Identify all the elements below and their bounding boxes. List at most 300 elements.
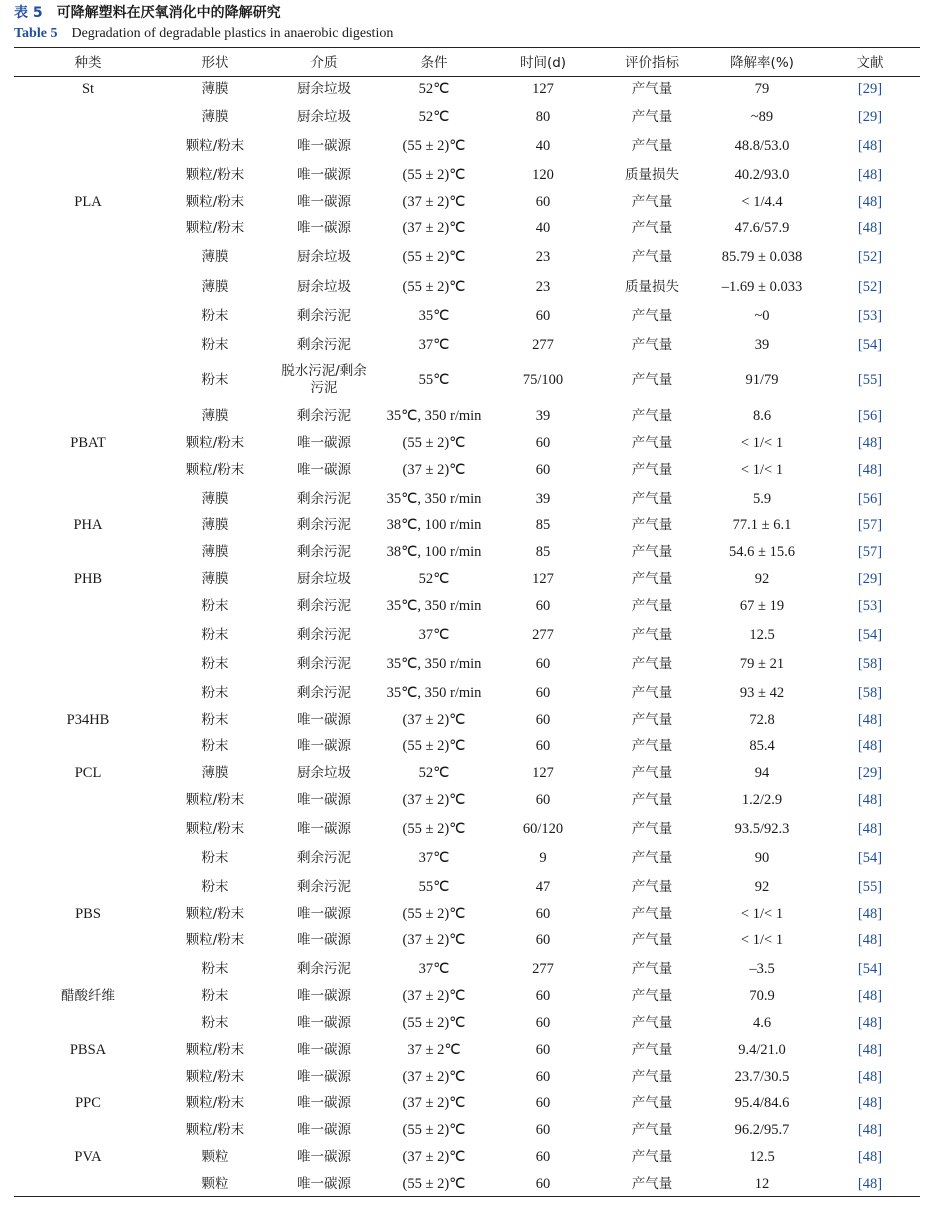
index-cell: 产气量 xyxy=(631,220,673,236)
header-condition: 条件 xyxy=(420,55,448,71)
medium-cell: 厨余垃圾 xyxy=(297,81,351,97)
shape-cell: 颗粒/粉末 xyxy=(185,1042,245,1058)
ref-cell[interactable]: [48] xyxy=(857,220,883,236)
shape-cell: 粉末 xyxy=(201,961,229,977)
ref-cell[interactable]: [29] xyxy=(857,109,883,125)
type-cell: PHB xyxy=(73,571,103,587)
shape-cell: 薄膜 xyxy=(201,408,229,424)
time-cell: 40 xyxy=(535,138,551,154)
table-bottom-rule xyxy=(14,1196,920,1197)
index-cell: 产气量 xyxy=(631,194,673,210)
condition-cell: 35℃, 350 r/min xyxy=(386,491,482,507)
condition-cell: (37 ± 2)℃ xyxy=(402,220,466,236)
caption-en-label: Table 5 xyxy=(14,26,58,41)
ref-cell[interactable]: [48] xyxy=(857,821,883,837)
ref-cell[interactable]: [53] xyxy=(857,598,883,614)
rate-cell: 12 xyxy=(754,1176,770,1192)
time-cell: 60 xyxy=(535,1122,551,1138)
condition-cell: (37 ± 2)℃ xyxy=(402,932,466,948)
index-cell: 产气量 xyxy=(631,337,673,353)
medium-cell: 厨余垃圾 xyxy=(297,765,351,781)
caption-en-title: Degradation of degradable plastics in anaerobic digestion xyxy=(71,26,394,41)
ref-cell[interactable]: [48] xyxy=(857,167,883,183)
index-cell: 质量损失 xyxy=(625,167,679,183)
rate-cell: 70.9 xyxy=(749,988,775,1004)
rate-cell: 90 xyxy=(754,850,770,866)
condition-cell: 37℃ xyxy=(418,337,450,353)
ref-cell[interactable]: [48] xyxy=(857,988,883,1004)
medium-cell: 唯一碳源 xyxy=(297,1149,351,1165)
index-cell: 产气量 xyxy=(631,598,673,614)
ref-cell[interactable]: [29] xyxy=(857,81,883,97)
index-cell: 产气量 xyxy=(631,906,673,922)
shape-cell: 颗粒/粉末 xyxy=(185,1069,245,1085)
index-cell: 产气量 xyxy=(631,850,673,866)
rate-cell: 85.4 xyxy=(749,738,775,754)
rate-cell: 79 ± 21 xyxy=(739,656,785,672)
medium-cell: 唯一碳源 xyxy=(297,167,351,183)
ref-cell[interactable]: [55] xyxy=(857,372,883,388)
ref-cell[interactable]: [48] xyxy=(857,1015,883,1031)
medium-cell: 唯一碳源 xyxy=(297,1042,351,1058)
table-top-rule xyxy=(14,47,920,48)
index-cell: 产气量 xyxy=(631,1095,673,1111)
shape-cell: 粉末 xyxy=(201,879,229,895)
time-cell: 60 xyxy=(535,1042,551,1058)
medium-cell: 剩余污泥 xyxy=(297,627,351,643)
rate-cell: 94 xyxy=(754,765,770,781)
rate-cell: < 1/< 1 xyxy=(740,932,784,948)
header-index: 评价指标 xyxy=(625,55,679,71)
time-cell: 23 xyxy=(535,249,551,265)
index-cell: 产气量 xyxy=(631,517,673,533)
rate-cell: 47.6/57.9 xyxy=(734,220,790,236)
index-cell: 产气量 xyxy=(631,462,673,478)
type-cell: PVA xyxy=(74,1149,102,1165)
medium-cell: 唯一碳源 xyxy=(297,738,351,754)
table-caption xyxy=(14,2,920,44)
condition-cell: (37 ± 2)℃ xyxy=(402,1095,466,1111)
type-cell: PBAT xyxy=(70,435,106,451)
condition-cell: (55 ± 2)℃ xyxy=(402,1176,466,1192)
condition-cell: (55 ± 2)℃ xyxy=(402,249,466,265)
index-cell: 产气量 xyxy=(631,308,673,324)
condition-cell: (37 ± 2)℃ xyxy=(402,462,466,478)
rate-cell: ~0 xyxy=(754,308,770,324)
index-cell: 产气量 xyxy=(631,81,673,97)
condition-cell: (55 ± 2)℃ xyxy=(402,906,466,922)
rate-cell: 9.4/21.0 xyxy=(738,1042,786,1058)
index-cell: 产气量 xyxy=(631,961,673,977)
rate-cell: 12.5 xyxy=(749,1149,775,1165)
shape-cell: 薄膜 xyxy=(201,81,229,97)
condition-cell: 55℃ xyxy=(418,879,450,895)
time-cell: 60 xyxy=(535,932,551,948)
index-cell: 产气量 xyxy=(631,932,673,948)
time-cell: 60 xyxy=(535,462,551,478)
medium-cell: 剩余污泥 xyxy=(297,850,351,866)
condition-cell: 37℃ xyxy=(418,850,450,866)
time-cell: 60 xyxy=(535,308,551,324)
time-cell: 60/120 xyxy=(522,821,564,837)
condition-cell: 37℃ xyxy=(418,961,450,977)
rate-cell: 23.7/30.5 xyxy=(734,1069,790,1085)
rate-cell: 91/79 xyxy=(745,372,779,388)
rate-cell: 67 ± 19 xyxy=(739,598,785,614)
ref-cell[interactable]: [48] xyxy=(857,1176,883,1192)
index-cell: 产气量 xyxy=(631,138,673,154)
header-medium: 介质 xyxy=(310,55,338,71)
rate-cell: 93 ± 42 xyxy=(739,685,785,701)
medium-cell: 唯一碳源 xyxy=(297,194,351,210)
rate-cell: 1.2/2.9 xyxy=(741,792,783,808)
type-cell: P34HB xyxy=(66,712,110,728)
time-cell: 75/100 xyxy=(522,372,564,388)
ref-cell[interactable]: [48] xyxy=(857,792,883,808)
shape-cell: 颗粒/粉末 xyxy=(185,932,245,948)
ref-cell[interactable]: [57] xyxy=(857,544,883,560)
time-cell: 127 xyxy=(532,765,554,781)
medium-cell: 剩余污泥 xyxy=(297,308,351,324)
rate-cell: 4.6 xyxy=(752,1015,772,1031)
shape-cell: 粉末 xyxy=(201,308,229,324)
ref-cell[interactable]: [54] xyxy=(857,627,883,643)
shape-cell: 颗粒/粉末 xyxy=(185,1122,245,1138)
shape-cell: 薄膜 xyxy=(201,544,229,560)
time-cell: 277 xyxy=(532,627,554,643)
shape-cell: 颗粒/粉末 xyxy=(185,1095,245,1111)
shape-cell: 粉末 xyxy=(201,337,229,353)
medium-cell: 唯一碳源 xyxy=(297,792,351,808)
medium-cell: 剩余污泥 xyxy=(297,685,351,701)
shape-cell: 颗粒/粉末 xyxy=(185,220,245,236)
shape-cell: 颗粒/粉末 xyxy=(185,821,245,837)
medium-cell: 唯一碳源 xyxy=(297,1176,351,1192)
time-cell: 60 xyxy=(535,435,551,451)
header-time: 时间(d) xyxy=(519,55,567,71)
medium-cell: 厨余垃圾 xyxy=(297,249,351,265)
index-cell: 产气量 xyxy=(631,765,673,781)
time-cell: 277 xyxy=(532,337,554,353)
rate-cell: –3.5 xyxy=(749,961,775,977)
time-cell: 60 xyxy=(535,656,551,672)
time-cell: 9 xyxy=(539,850,547,866)
condition-cell: 38℃, 100 r/min xyxy=(386,517,482,533)
ref-cell[interactable]: [48] xyxy=(857,194,883,210)
condition-cell: (55 ± 2)℃ xyxy=(402,167,466,183)
rate-cell: 48.8/53.0 xyxy=(734,138,790,154)
medium-cell: 唯一碳源 xyxy=(297,988,351,1004)
time-cell: 85 xyxy=(535,517,551,533)
rate-cell: –1.69 ± 0.033 xyxy=(721,279,803,295)
index-cell: 产气量 xyxy=(631,1042,673,1058)
medium-cell: 唯一碳源 xyxy=(297,1069,351,1085)
time-cell: 60 xyxy=(535,194,551,210)
condition-cell: (55 ± 2)℃ xyxy=(402,821,466,837)
medium-cell: 剩余污泥 xyxy=(297,598,351,614)
type-cell: PBS xyxy=(75,906,101,922)
ref-cell[interactable]: [48] xyxy=(857,1095,883,1111)
index-cell: 产气量 xyxy=(631,712,673,728)
index-cell: 产气量 xyxy=(631,372,673,388)
shape-cell: 薄膜 xyxy=(201,279,229,295)
condition-cell: (37 ± 2)℃ xyxy=(402,1069,466,1085)
rate-cell: < 1/4.4 xyxy=(741,194,783,210)
time-cell: 60 xyxy=(535,906,551,922)
time-cell: 60 xyxy=(535,1069,551,1085)
time-cell: 60 xyxy=(535,1015,551,1031)
type-cell: PHA xyxy=(73,517,103,533)
medium-cell: 厨余垃圾 xyxy=(297,571,351,587)
ref-cell[interactable]: [54] xyxy=(857,850,883,866)
condition-cell: 35℃, 350 r/min xyxy=(386,598,482,614)
time-cell: 39 xyxy=(535,408,551,424)
ref-cell[interactable]: [48] xyxy=(857,435,883,451)
rate-cell: 92 xyxy=(754,879,770,895)
time-cell: 127 xyxy=(532,81,554,97)
rate-cell: 54.6 ± 15.6 xyxy=(729,544,795,560)
condition-cell: 52℃ xyxy=(418,765,450,781)
shape-cell: 粉末 xyxy=(201,372,229,388)
time-cell: 60 xyxy=(535,1149,551,1165)
time-cell: 60 xyxy=(535,598,551,614)
condition-cell: 37℃ xyxy=(418,627,450,643)
shape-cell: 颗粒/粉末 xyxy=(185,138,245,154)
ref-cell[interactable]: [48] xyxy=(857,712,883,728)
condition-cell: 55℃ xyxy=(418,372,450,388)
rate-cell: < 1/< 1 xyxy=(740,435,784,451)
condition-cell: (55 ± 2)℃ xyxy=(402,138,466,154)
type-cell: PCL xyxy=(74,765,102,781)
index-cell: 产气量 xyxy=(631,408,673,424)
header-ref: 文献 xyxy=(856,55,884,71)
medium-cell: 剩余污泥 xyxy=(297,961,351,977)
index-cell: 产气量 xyxy=(631,1069,673,1085)
medium-cell: 唯一碳源 xyxy=(297,1015,351,1031)
medium-cell: 剩余污泥 xyxy=(297,544,351,560)
ref-cell[interactable]: [58] xyxy=(857,685,883,701)
rate-cell: 77.1 ± 6.1 xyxy=(732,517,792,533)
ref-cell[interactable]: [48] xyxy=(857,138,883,154)
ref-cell[interactable]: [48] xyxy=(857,906,883,922)
type-cell: PPC xyxy=(75,1095,101,1111)
shape-cell: 粉末 xyxy=(201,598,229,614)
time-cell: 120 xyxy=(532,167,554,183)
index-cell: 产气量 xyxy=(631,656,673,672)
index-cell: 产气量 xyxy=(631,491,673,507)
shape-cell: 粉末 xyxy=(201,1015,229,1031)
condition-cell: (55 ± 2)℃ xyxy=(402,1122,466,1138)
medium-cell: 唯一碳源 xyxy=(297,435,351,451)
ref-cell[interactable]: [48] xyxy=(857,462,883,478)
rate-cell: 72.8 xyxy=(749,712,775,728)
ref-cell[interactable]: [48] xyxy=(857,738,883,754)
index-cell: 产气量 xyxy=(631,879,673,895)
index-cell: 产气量 xyxy=(631,738,673,754)
shape-cell: 颗粒/粉末 xyxy=(185,167,245,183)
index-cell: 产气量 xyxy=(631,544,673,560)
shape-cell: 颗粒/粉末 xyxy=(185,435,245,451)
ref-cell[interactable]: [54] xyxy=(857,961,883,977)
shape-cell: 薄膜 xyxy=(201,517,229,533)
index-cell: 产气量 xyxy=(631,109,673,125)
rate-cell: 8.6 xyxy=(752,408,772,424)
index-cell: 产气量 xyxy=(631,821,673,837)
time-cell: 60 xyxy=(535,988,551,1004)
shape-cell: 粉末 xyxy=(201,627,229,643)
medium-cell: 剩余污泥 xyxy=(297,656,351,672)
condition-cell: (37 ± 2)℃ xyxy=(402,792,466,808)
medium-cell: 剩余污泥 xyxy=(297,879,351,895)
time-cell: 127 xyxy=(532,571,554,587)
rate-cell: 92 xyxy=(754,571,770,587)
condition-cell: 37 ± 2℃ xyxy=(407,1042,461,1058)
shape-cell: 薄膜 xyxy=(201,109,229,125)
shape-cell: 薄膜 xyxy=(201,571,229,587)
medium-cell: 唯一碳源 xyxy=(297,712,351,728)
medium-cell: 唯一碳源 xyxy=(297,1122,351,1138)
ref-cell[interactable]: [56] xyxy=(857,408,883,424)
shape-cell: 粉末 xyxy=(201,988,229,1004)
index-cell: 产气量 xyxy=(631,685,673,701)
condition-cell: (55 ± 2)℃ xyxy=(402,279,466,295)
shape-cell: 颗粒/粉末 xyxy=(185,906,245,922)
rate-cell: 85.79 ± 0.038 xyxy=(721,249,803,265)
caption-cn-title: 可降解塑料在厌氧消化中的降解研究 xyxy=(56,5,281,21)
condition-cell: (37 ± 2)℃ xyxy=(402,194,466,210)
type-cell: PBSA xyxy=(69,1042,107,1058)
medium-cell: 唯一碳源 xyxy=(297,1095,351,1111)
condition-cell: 35℃ xyxy=(418,308,450,324)
ref-cell[interactable]: [57] xyxy=(857,517,883,533)
medium-cell: 唯一碳源 xyxy=(297,932,351,948)
shape-cell: 粉末 xyxy=(201,850,229,866)
rate-cell: 12.5 xyxy=(749,627,775,643)
medium-cell: 唯一碳源 xyxy=(297,906,351,922)
medium-cell: 唯一碳源 xyxy=(297,821,351,837)
rate-cell: < 1/< 1 xyxy=(740,462,784,478)
ref-cell[interactable]: [52] xyxy=(857,279,883,295)
caption-cn xyxy=(14,2,920,24)
shape-cell: 粉末 xyxy=(201,685,229,701)
shape-cell: 颗粒 xyxy=(201,1149,229,1165)
index-cell: 产气量 xyxy=(631,435,673,451)
index-cell: 产气量 xyxy=(631,571,673,587)
header-shape: 形状 xyxy=(201,55,229,71)
table-header xyxy=(0,51,934,75)
type-cell: 醋酸纤维 xyxy=(61,988,115,1004)
index-cell: 产气量 xyxy=(631,1122,673,1138)
caption-en xyxy=(14,24,920,44)
rate-cell: 5.9 xyxy=(752,491,772,507)
ref-cell[interactable]: [53] xyxy=(857,308,883,324)
rate-cell: ~89 xyxy=(750,109,774,125)
rate-cell: 96.2/95.7 xyxy=(734,1122,790,1138)
time-cell: 23 xyxy=(535,279,551,295)
type-cell: PLA xyxy=(74,194,102,210)
shape-cell: 粉末 xyxy=(201,738,229,754)
header-rate: 降解率(%) xyxy=(730,55,794,71)
ref-cell[interactable]: [48] xyxy=(857,1042,883,1058)
time-cell: 60 xyxy=(535,1095,551,1111)
medium-cell: 厨余垃圾 xyxy=(297,279,351,295)
ref-cell[interactable]: [29] xyxy=(857,765,883,781)
type-cell: St xyxy=(81,81,95,97)
condition-cell: 52℃ xyxy=(418,109,450,125)
time-cell: 47 xyxy=(535,879,551,895)
rate-cell: < 1/< 1 xyxy=(740,906,784,922)
time-cell: 40 xyxy=(535,220,551,236)
condition-cell: 52℃ xyxy=(418,571,450,587)
shape-cell: 薄膜 xyxy=(201,249,229,265)
medium-cell: 唯一碳源 xyxy=(297,138,351,154)
shape-cell: 薄膜 xyxy=(201,491,229,507)
table-header-rule xyxy=(14,76,920,77)
ref-cell[interactable]: [48] xyxy=(857,932,883,948)
condition-cell: (37 ± 2)℃ xyxy=(402,1149,466,1165)
condition-cell: 38℃, 100 r/min xyxy=(386,544,482,560)
condition-cell: (37 ± 2)℃ xyxy=(402,712,466,728)
time-cell: 277 xyxy=(532,961,554,977)
time-cell: 60 xyxy=(535,712,551,728)
condition-cell: 52℃ xyxy=(418,81,450,97)
caption-cn-label: 表 5 xyxy=(14,5,43,21)
shape-cell: 薄膜 xyxy=(201,765,229,781)
medium-cell: 唯一碳源 xyxy=(297,220,351,236)
medium-cell: 剩余污泥 xyxy=(297,337,351,353)
shape-cell: 颗粒/粉末 xyxy=(185,792,245,808)
rate-cell: 79 xyxy=(754,81,770,97)
ref-cell[interactable]: [58] xyxy=(857,656,883,672)
time-cell: 60 xyxy=(535,738,551,754)
condition-cell: (55 ± 2)℃ xyxy=(402,435,466,451)
shape-cell: 颗粒/粉末 xyxy=(185,194,245,210)
time-cell: 60 xyxy=(535,685,551,701)
ref-cell[interactable]: [52] xyxy=(857,249,883,265)
condition-cell: (37 ± 2)℃ xyxy=(402,988,466,1004)
index-cell: 产气量 xyxy=(631,792,673,808)
condition-cell: (55 ± 2)℃ xyxy=(402,1015,466,1031)
condition-cell: 35℃, 350 r/min xyxy=(386,656,482,672)
rate-cell: 39 xyxy=(754,337,770,353)
condition-cell: (55 ± 2)℃ xyxy=(402,738,466,754)
ref-cell[interactable]: [48] xyxy=(857,1069,883,1085)
time-cell: 60 xyxy=(535,792,551,808)
header-type: 种类 xyxy=(74,55,102,71)
shape-cell: 颗粒 xyxy=(201,1176,229,1192)
medium-cell: 剩余污泥 xyxy=(297,408,351,424)
index-cell: 产气量 xyxy=(631,249,673,265)
rate-cell: 93.5/92.3 xyxy=(734,821,790,837)
ref-cell[interactable]: [55] xyxy=(857,879,883,895)
index-cell: 产气量 xyxy=(631,1015,673,1031)
medium-cell: 剩余污泥 xyxy=(297,517,351,533)
index-cell: 产气量 xyxy=(631,988,673,1004)
ref-cell[interactable]: [48] xyxy=(857,1122,883,1138)
ref-cell[interactable]: [48] xyxy=(857,1149,883,1165)
ref-cell[interactable]: [56] xyxy=(857,491,883,507)
rate-cell: 40.2/93.0 xyxy=(734,167,790,183)
shape-cell: 颗粒/粉末 xyxy=(185,462,245,478)
rate-cell: 95.4/84.6 xyxy=(734,1095,790,1111)
time-cell: 39 xyxy=(535,491,551,507)
time-cell: 85 xyxy=(535,544,551,560)
index-cell: 产气量 xyxy=(631,1149,673,1165)
ref-cell[interactable]: [54] xyxy=(857,337,883,353)
index-cell: 产气量 xyxy=(631,627,673,643)
ref-cell[interactable]: [29] xyxy=(857,571,883,587)
shape-cell: 粉末 xyxy=(201,656,229,672)
